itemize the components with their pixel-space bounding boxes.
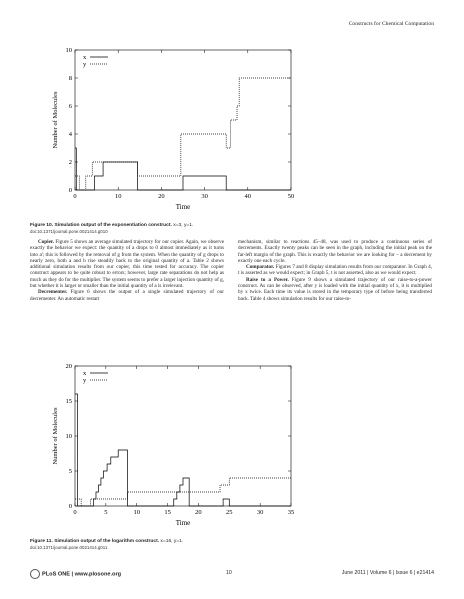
running-head: Constructs for Chemical Computation	[348, 21, 434, 27]
legend-label-y: y	[83, 377, 87, 385]
x-tick-label: 25	[226, 509, 233, 516]
paragraph-copier	[30, 239, 224, 289]
figure-10-doi: doi:10.1371/journal.pone.0021414.g010	[30, 229, 108, 235]
journal-logo	[30, 569, 121, 579]
page-footer	[30, 569, 434, 581]
x-tick-label: 10	[133, 509, 140, 516]
text-raise-power: Figure 9 shows a simulated trajectory of our raise-to-a-power construct. As can be observed, after y is loaded with the initial quantity of x, it is multiplied by x twice. Each time its value is stored in the temporary type of before being transferred back. Table 4 shows simulation results for our raise-to-	[238, 276, 433, 302]
figure-10-caption-params: x=3, y=1.	[171, 223, 194, 228]
body-left-column	[30, 239, 224, 302]
figure-11-caption-title: Figure 11. Simulation output of the logarithm construct.	[30, 539, 160, 544]
x-tick-label: 30	[201, 193, 208, 200]
y-tick-label: 0	[68, 503, 72, 511]
x-tick-label: 50	[287, 193, 295, 200]
y-tick-label: 10	[65, 47, 72, 55]
plot-frame	[75, 50, 291, 190]
paragraph-comparator	[238, 264, 432, 277]
page-number: 10	[226, 570, 232, 576]
x-tick-label: 40	[244, 193, 252, 200]
y-axis-label: Number of Molecules	[52, 91, 59, 149]
y-tick-label: 0	[68, 187, 72, 195]
figure-11-caption-params: x=16, y=1.	[159, 539, 184, 544]
issue-info: June 2011 | Volume 6 | Issue 6 | e21414	[341, 570, 434, 576]
body-right-column	[238, 239, 432, 302]
heading-decrementer: Decrementer.	[38, 289, 68, 296]
series-x-line	[75, 394, 291, 506]
y-tick-label: 6	[68, 103, 72, 111]
legend-label-x: x	[83, 54, 87, 62]
x-tick-label: 35	[287, 509, 295, 516]
y-tick-label: 2	[68, 159, 72, 167]
y-tick-label: 5	[68, 468, 72, 476]
y-axis-label: Number of Molecules	[52, 407, 59, 465]
figure-10-caption-title: Figure 10. Simulation output of the exponentiation construct.	[30, 223, 172, 228]
x-tick-label: 20	[158, 193, 165, 200]
x-tick-label: 30	[256, 509, 264, 516]
journal-name: PLoS ONE | www.plosone.org	[42, 571, 122, 578]
legend-label-y: y	[83, 61, 87, 69]
x-tick-label: 5	[104, 509, 108, 516]
x-axis-label: Time	[175, 203, 191, 211]
heading-raise-power: Raise to a Power.	[246, 276, 289, 283]
y-tick-label: 20	[65, 363, 72, 371]
text-copier: Figure 5 shows an average simulated trajectory for our copier. Again, we observe exactly the behavior we expect: the quantity of a drops to 0 almost immediately as it turns into a'; this is followed by the removal of g from the system. When the quantity of g drops to nearly zero, both a and b rise steadily back to the original quantity of a. Table 2 shows additional simulation results from our copier, this time tested for accuracy. The copier construct appears to be quite robust to errors; however, large rate separations do not help as much as they do for the multiplier. The system seems to prefer a larger injection quantity of g, but whether it is larger or smaller than the initial quantity of a is irrelevant.	[30, 239, 224, 290]
y-tick-label: 4	[68, 131, 72, 139]
legend-label-x: x	[83, 370, 87, 378]
text-decrementer: Figure 6 shows the output of a single simulated trajectory of our decrementer. An automatic restart	[30, 289, 224, 302]
plos-logo-icon	[30, 569, 40, 579]
y-tick-label: 8	[68, 75, 72, 83]
heading-comparator: Comparator.	[246, 264, 275, 271]
x-tick-label: 10	[114, 193, 122, 200]
figure-10-chart	[30, 40, 300, 220]
x-tick-label: 0	[73, 509, 77, 516]
x-tick-label: 20	[195, 509, 202, 516]
y-tick-label: 10	[65, 433, 72, 441]
y-tick-label: 15	[65, 398, 72, 406]
x-axis-label: Time	[175, 519, 191, 527]
figure-10-caption	[30, 223, 430, 236]
heading-copier: Copier.	[38, 239, 54, 245]
text-comparator: Figures 7 and 8 display simulation results from our comparator. In Graph 4, t is asserted as we would expect; in Graph 5, t is not asserted, also as we would expect.	[238, 264, 432, 277]
paragraph-decrementer	[30, 289, 224, 302]
series-x-line	[75, 148, 291, 190]
figure-11-caption	[30, 539, 430, 552]
figure-11-doi: doi:10.1371/journal.pone.0021414.g011	[30, 545, 108, 551]
paragraph-raise-power	[238, 277, 432, 302]
x-tick-label: 15	[164, 509, 171, 516]
paragraph-decrementer-cont	[238, 239, 432, 264]
figure-11-chart	[30, 356, 300, 536]
series-y-line	[75, 78, 291, 190]
x-tick-label: 0	[73, 193, 77, 200]
text-decrementer-cont: mechanism, similar to reactions 45–48, was used to produce a continuous series of decrements. Exactly twenty peaks can be seen in the graph, including the initial peak on the far-left margin of the graph. This is exactly the behavior we are looking for – a decrement by exactly one each cycle.	[238, 239, 432, 264]
